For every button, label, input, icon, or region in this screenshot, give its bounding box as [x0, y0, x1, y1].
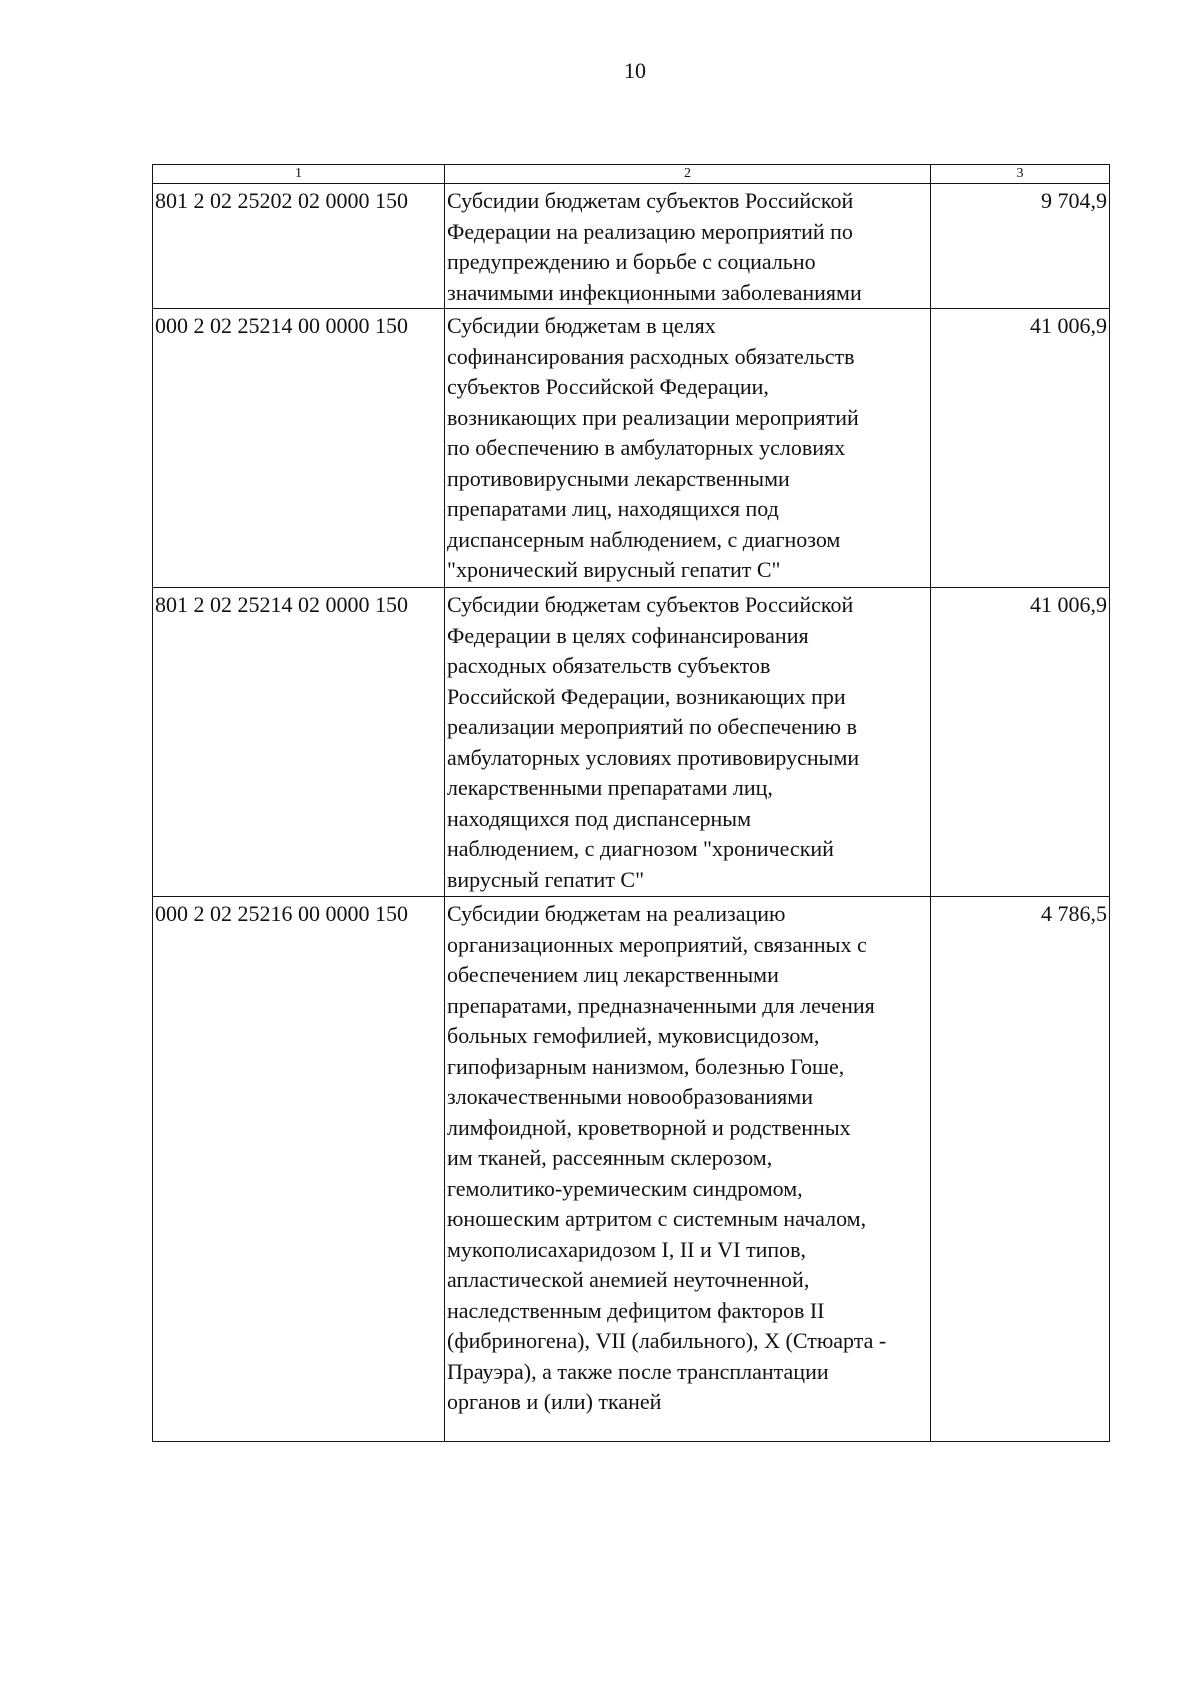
income-name-line: организационных мероприятий, связанных с: [447, 931, 867, 957]
income-name-line: Российской Федерации, возникающих при: [447, 683, 846, 709]
budget-code-cell: 000 2 02 25214 00 0000 150: [153, 309, 445, 588]
income-name-line: лимфоидной, кроветворной и родственных: [447, 1114, 851, 1140]
budget-table: [152, 164, 1110, 1442]
income-name-line: субъектов Российской Федерации,: [447, 374, 769, 399]
budget-code-cell: 801 2 02 25202 02 0000 150: [153, 184, 445, 309]
income-name-line: реализации мероприятий по обеспечению в: [447, 714, 857, 739]
income-name-line: обеспечением лиц лекарственными: [447, 962, 779, 987]
income-name-line: Субсидии бюджетам субъектов Российской: [447, 592, 854, 617]
income-name-line: Субсидии бюджетам на реализацию: [447, 901, 786, 926]
amount-cell: 4 786,5: [931, 897, 1110, 1442]
income-name-line: апластической анемией неуточненной,: [447, 1267, 810, 1292]
income-name-cell: [445, 309, 931, 588]
income-name-line: предупреждению и борьбе с социально: [447, 249, 816, 274]
income-name-cell: [445, 588, 931, 897]
income-name-line: софинансирования расходных обязательств: [447, 343, 855, 369]
income-name-line: лекарственными препаратами лиц,: [447, 775, 773, 800]
income-name-line: мукополисахаридозом I, II и VI типов,: [447, 1236, 807, 1262]
income-name-line: находящихся под диспансерным: [447, 805, 751, 831]
column-header-3: 3: [931, 165, 1110, 184]
income-name-line: препаратами, предназначенными для лечения: [447, 992, 875, 1018]
amount-cell: 41 006,9: [931, 309, 1110, 588]
income-name-line: злокачественными новообразованиями: [447, 1084, 813, 1109]
page-number: 10: [624, 58, 646, 83]
income-name-line: Федерации в целях софинансирования: [447, 622, 809, 648]
table-row: [153, 588, 1110, 897]
income-name-line: наследственным дефицитом факторов II: [447, 1297, 825, 1323]
table-row: [153, 309, 1110, 588]
income-name-line: Субсидии бюджетам субъектов Российской: [447, 188, 854, 213]
income-name-line: расходных обязательств субъектов: [447, 653, 771, 678]
amount-cell: 41 006,9: [931, 588, 1110, 897]
income-name-line: диспансерным наблюдением, с диагнозом: [447, 526, 841, 552]
income-name-line: "хронический вирусный гепатит С": [447, 557, 781, 582]
table-row: [153, 897, 1110, 1442]
income-name-line: гипофизарным нанизмом, болезнью Гоше,: [447, 1053, 845, 1079]
income-name-line: препаратами лиц, находящихся под: [447, 496, 779, 521]
table-row: [153, 184, 1110, 309]
column-header-2: 2: [445, 165, 931, 184]
table-header-row: [153, 165, 1110, 184]
income-name-line: амбулаторных условиях противовирусными: [447, 744, 860, 770]
income-name-line: значимыми инфекционными заболеваниями: [447, 279, 862, 305]
income-name-line: Субсидии бюджетам в целях: [447, 313, 716, 338]
income-name-line: юношеским артритом с системным началом,: [447, 1206, 867, 1231]
income-name-line: Федерации на реализацию мероприятий по: [447, 218, 853, 244]
income-name-cell: [445, 897, 931, 1442]
income-name-line: противовирусными лекарственными: [447, 465, 790, 491]
column-header-1: 1: [153, 165, 445, 184]
budget-code-cell: 801 2 02 25214 02 0000 150: [153, 588, 445, 897]
income-name-line: им тканей, рассеянным склерозом,: [447, 1145, 773, 1170]
income-name-line: органов и (или) тканей: [447, 1389, 662, 1414]
income-name-line: гемолитико-уремическим синдромом,: [447, 1175, 803, 1201]
income-name-line: вирусный гепатит С": [447, 866, 645, 892]
income-name-line: возникающих при реализации мероприятий: [447, 404, 859, 430]
income-name-line: по обеспечению в амбулаторных условиях: [447, 435, 846, 460]
income-name-cell: [445, 184, 931, 309]
table-body: [153, 184, 1110, 1442]
income-name-line: (фибриногена), VII (лабильного), X (Стюарта -: [447, 1328, 887, 1353]
budget-code-cell: 000 2 02 25216 00 0000 150: [153, 897, 445, 1442]
income-name-line: больных гемофилией, муковисцидозом,: [447, 1023, 820, 1048]
income-name-line: Прауэра), а также после трансплантации: [447, 1358, 829, 1384]
income-name-line: наблюдением, с диагнозом "хронический: [447, 836, 834, 861]
amount-cell: 9 704,9: [931, 184, 1110, 309]
